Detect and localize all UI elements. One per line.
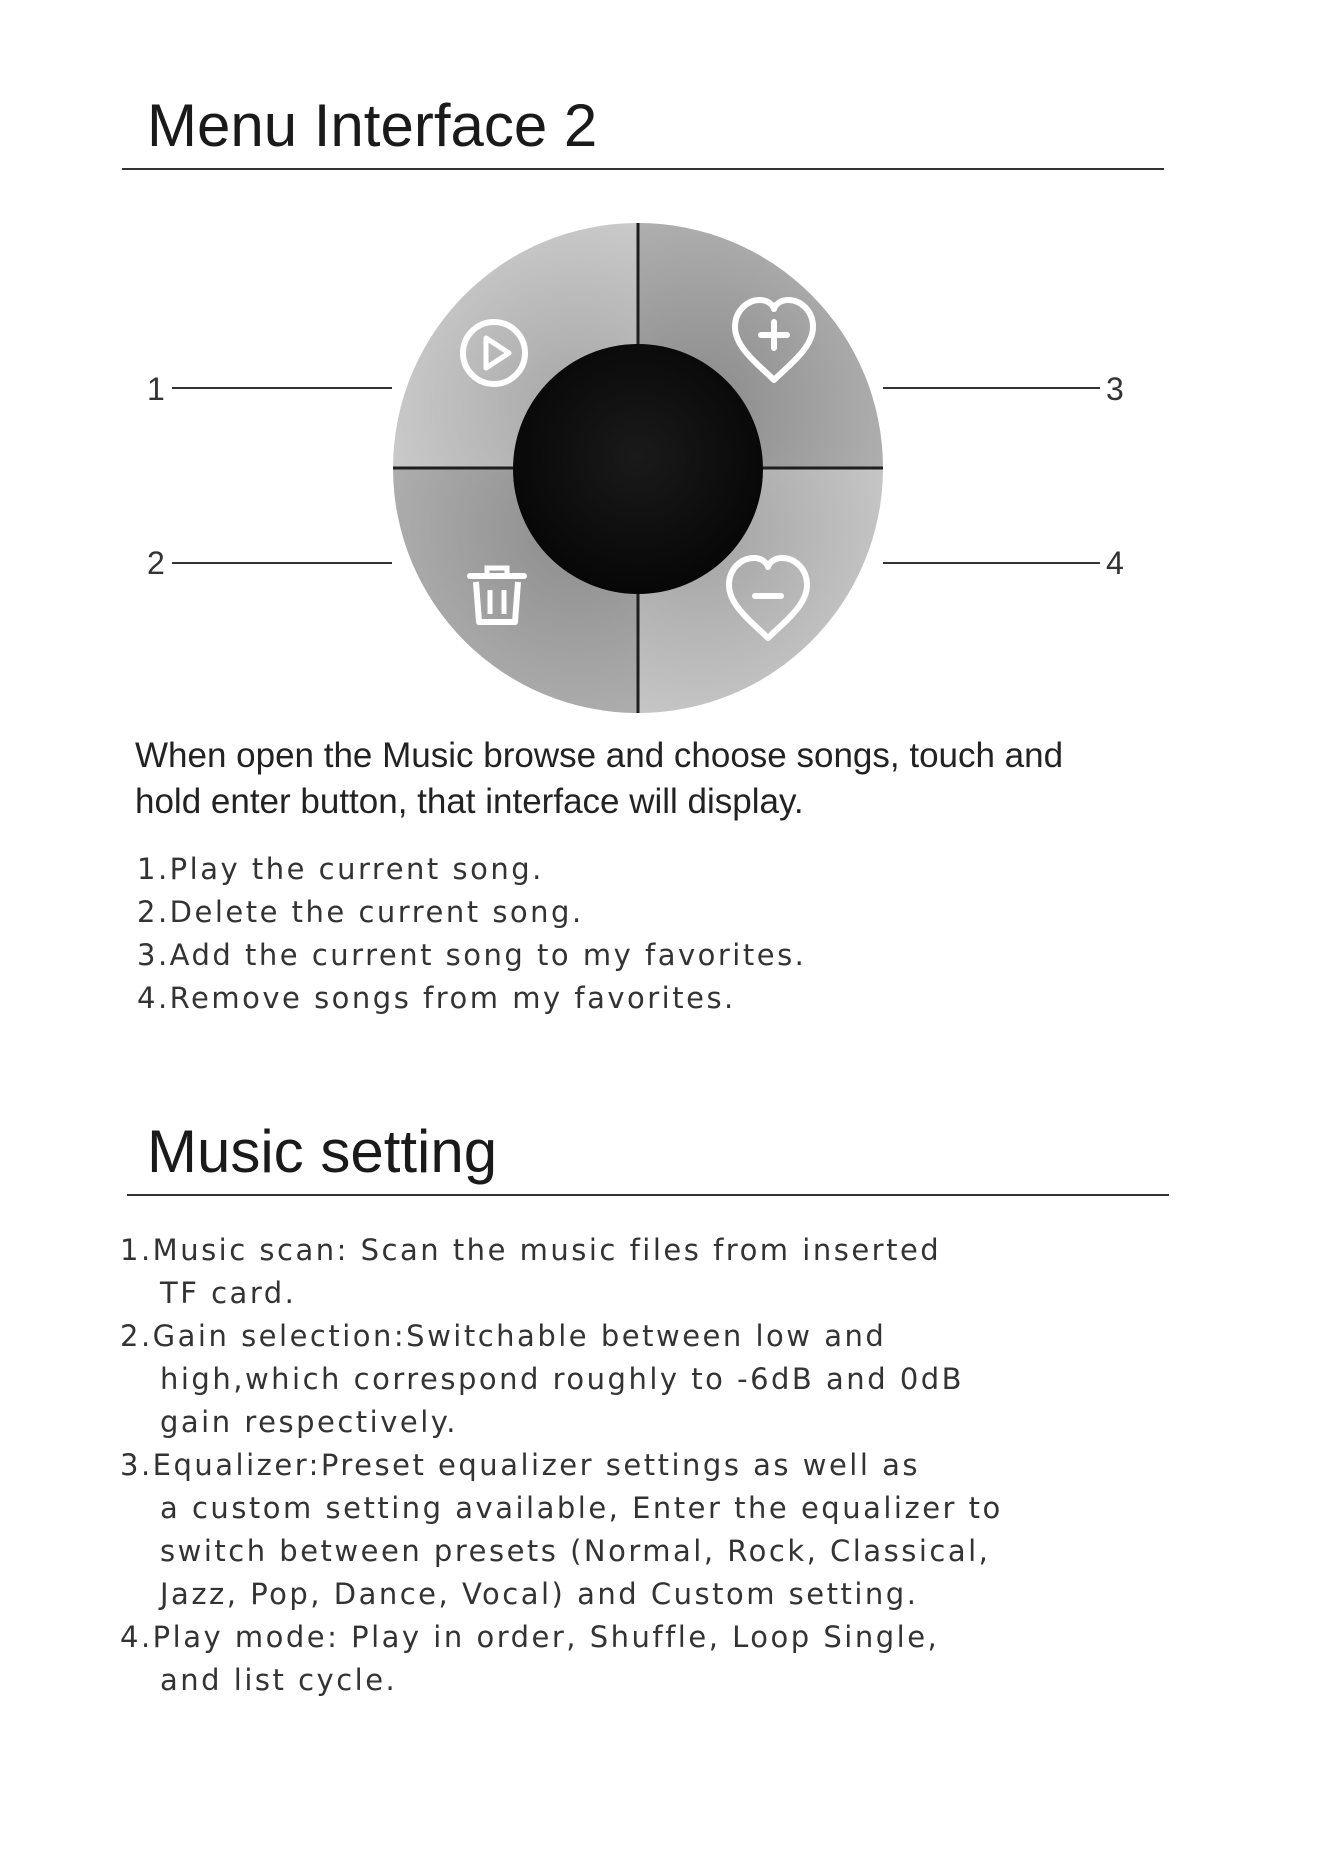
music-settings-list bbox=[120, 1229, 1003, 1702]
list-item: 4.Remove songs from my favorites. bbox=[137, 981, 736, 1015]
section-title-music-setting: Music setting bbox=[147, 1118, 498, 1185]
callout-number-4: 4 bbox=[1106, 545, 1124, 581]
enter-button[interactable] bbox=[513, 344, 763, 594]
callout-number-3: 3 bbox=[1106, 371, 1124, 407]
list-item-line: 4.Play mode: Play in order, Shuffle, Loop Single, bbox=[120, 1620, 940, 1654]
list-item bbox=[120, 1444, 1003, 1616]
description-line: When open the Music browse and choose songs, touch and bbox=[135, 736, 1064, 775]
list-item-line: and list cycle. bbox=[160, 1663, 398, 1697]
callout-number-1: 1 bbox=[147, 371, 165, 407]
list-item bbox=[120, 1229, 1003, 1315]
list-item: 1.Play the current song. bbox=[137, 852, 544, 886]
list-item-line: 1.Music scan: Scan the music files from inserted bbox=[120, 1233, 942, 1267]
list-item bbox=[120, 1315, 1003, 1444]
description-line: hold enter button, that interface will display. bbox=[135, 782, 804, 821]
list-item-line: 2.Gain selection:Switchable between low and bbox=[120, 1319, 887, 1353]
list-item-line: gain respectively. bbox=[160, 1405, 458, 1439]
list-item: 2.Delete the current song. bbox=[137, 895, 584, 929]
menu-wheel-diagram bbox=[0, 0, 1324, 760]
list-item-line: high,which correspond roughly to -6dB and 0dB bbox=[160, 1362, 965, 1396]
menu-description bbox=[135, 733, 1175, 825]
list-item bbox=[120, 1616, 1003, 1702]
section-divider bbox=[127, 1194, 1169, 1196]
list-item-line: TF card. bbox=[160, 1276, 297, 1310]
list-item-line: 3.Equalizer:Preset equalizer settings as well as bbox=[120, 1448, 921, 1482]
list-item-line: a custom setting available, Enter the equalizer to bbox=[160, 1491, 1003, 1525]
list-item-line: Jazz, Pop, Dance, Vocal) and Custom setting. bbox=[160, 1577, 919, 1611]
menu-functions-list bbox=[137, 848, 806, 1020]
list-item: 3.Add the current song to my favorites. bbox=[137, 938, 807, 972]
list-item-line: switch between presets (Normal, Rock, Classical, bbox=[160, 1534, 991, 1568]
callout-number-2: 2 bbox=[147, 545, 165, 581]
section-title-menu-interface: Menu Interface 2 bbox=[147, 92, 598, 159]
